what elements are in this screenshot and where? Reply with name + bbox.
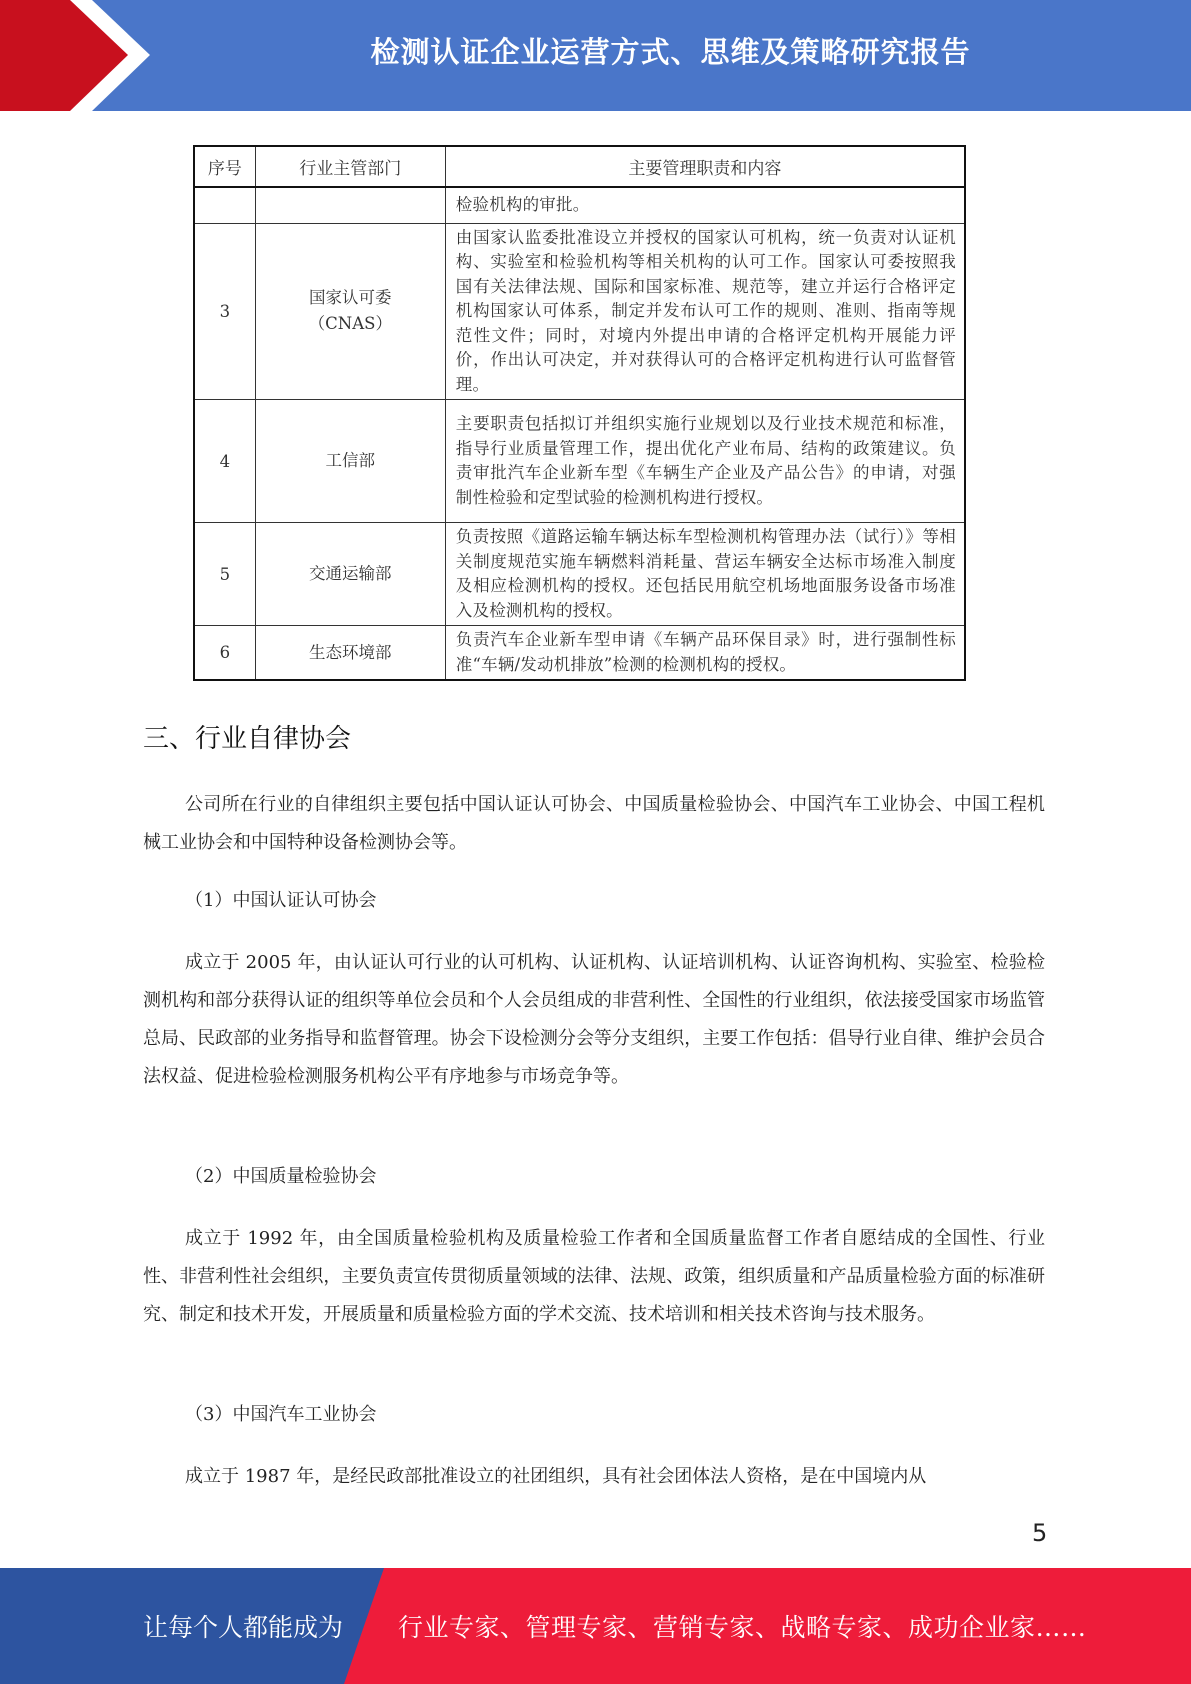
row-department: 生态环境部	[255, 626, 445, 681]
row-department: 国家认可委（CNAS）	[255, 223, 445, 400]
row-duty: 负责按照《道路运输车辆达标车型检测机构管理办法（试行）》等相关制度规范实施车辆燃料消耗量、营运车辆安全达标市场准入制度及相应检测机构的授权。还包括民用航空机场地面服务设备市场准入及检测机构的授权。	[445, 523, 965, 626]
row-number	[194, 187, 255, 223]
footer-slogan-right: 行业专家、管理专家、营销专家、战略专家、成功企业家……	[398, 1613, 1087, 1642]
row-number: 6	[194, 626, 255, 681]
table-row	[194, 626, 965, 681]
management-table	[193, 145, 966, 681]
footer-slogan-left: 让每个人都能成为	[143, 1613, 344, 1642]
table-header-no: 序号	[194, 146, 255, 187]
table-row	[194, 523, 965, 626]
row-duty: 负责汽车企业新车型申请《车辆产品环保目录》时，进行强制性标准“车辆/发动机排放”检测的检测机构的授权。	[445, 626, 965, 681]
row-department	[255, 187, 445, 223]
paragraph-3: 成立于 1987 年，是经民政部批准设立的社团组织，具有社会团体法人资格，是在中国境内从	[185, 1466, 927, 1487]
table-header-row	[194, 146, 965, 187]
header-title: 检测认证企业运营方式、思维及策略研究报告	[370, 34, 971, 69]
table-row	[194, 187, 965, 223]
paragraph-2: 成立于 1992 年，由全国质量检验机构及质量检验工作者和全国质量监督工作者自愿结成的全国性、行业性、非营利性社会组织，主要负责宣传贯彻质量领域的法律、法规、政策，组织质量和产品质量检验方面的标准研究、制定和技术开发，开展质量和质量检验方面的学术交流、技术培训和相关技术咨询与技术服务。	[143, 1228, 1045, 1325]
row-duty: 主要职责包括拟订并组织实施行业规划以及行业技术规范和标准，指导行业质量管理工作，提出优化产业布局、结构的政策建议。负责审批汽车企业新车型《车辆生产企业及产品公告》的申请，对强制性检验和定型试验的检测机构进行授权。	[445, 400, 965, 523]
row-duty: 由国家认监委批准设立并授权的国家认可机构，统一负责对认证机构、实验室和检验机构等相关机构的认可工作。国家认可委按照我国有关法律法规、国际和国家标准、规范等，建立并运行合格评定机构国家认可体系，制定并发布认可工作的规则、准则、指南等规范性文件；同时，对境内外提出申请的合格评定机构开展能力评价，作出认可决定，并对获得认可的合格评定机构进行认可监督管理。	[445, 223, 965, 400]
header-banner	[0, 0, 1191, 111]
row-duty: 检验机构的审批。	[445, 187, 965, 223]
row-number: 3	[194, 223, 255, 400]
table-header-dept: 行业主管部门	[255, 146, 445, 187]
table-header-duty: 主要管理职责和内容	[445, 146, 965, 187]
sub-heading-2: （2）中国质量检验协会	[185, 1166, 377, 1187]
table-row	[194, 400, 965, 523]
sub-heading-3: （3）中国汽车工业协会	[185, 1404, 377, 1425]
row-department: 交通运输部	[255, 523, 445, 626]
sub-heading-1: （1）中国认证认可协会	[185, 890, 377, 911]
paragraph-1: 成立于 2005 年，由认证认可行业的认可机构、认证机构、认证培训机构、认证咨询机构、实验室、检验检测机构和部分获得认证的组织等单位会员和个人会员组成的非营利性、全国性的行业组织，依法接受国家市场监管总局、民政部的业务指导和监督管理。协会下设检测分会等分支组织，主要工作包括：倡导行业自律、维护会员合法权益、促进检验检测服务机构公平有序地参与市场竞争等。	[143, 952, 1045, 1087]
row-number: 5	[194, 523, 255, 626]
section-title: 三、行业自律协会	[143, 724, 352, 754]
intro-paragraph: 公司所在行业的自律组织主要包括中国认证认可协会、中国质量检验协会、中国汽车工业协会、中国工程机械工业协会和中国特种设备检测协会等。	[143, 794, 1045, 853]
page-number: 5	[1032, 1519, 1048, 1547]
row-number: 4	[194, 400, 255, 523]
footer-banner	[0, 1568, 1191, 1684]
row-department: 工信部	[255, 400, 445, 523]
table-row	[194, 223, 965, 400]
